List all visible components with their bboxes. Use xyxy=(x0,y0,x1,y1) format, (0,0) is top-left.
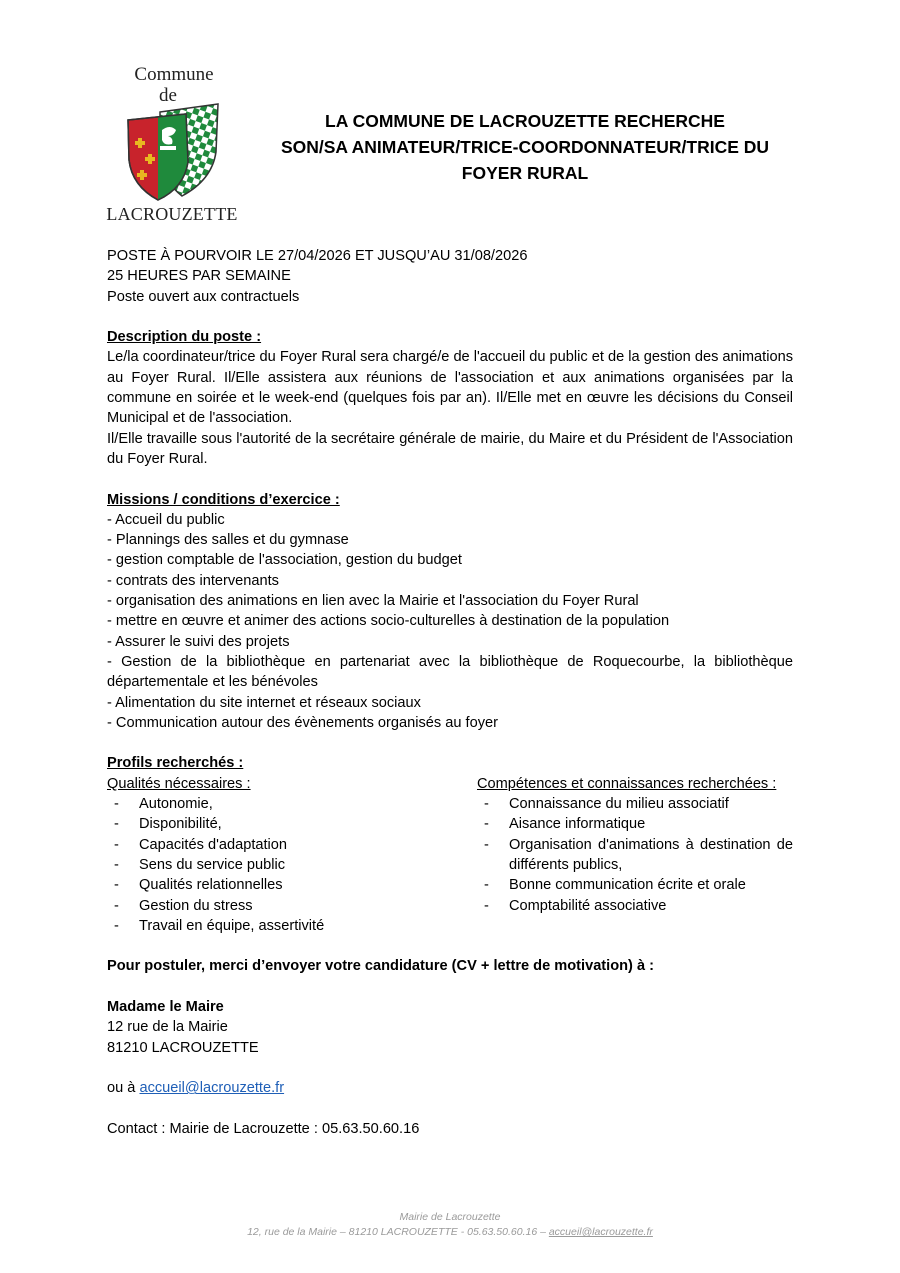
description-heading: Description du poste : xyxy=(107,329,262,346)
logo-text-de: de xyxy=(159,85,177,106)
coat-of-arms-icon xyxy=(126,102,222,202)
recipient-street: 12 rue de la Mairie xyxy=(107,1019,228,1036)
title-line-1: LA COMMUNE DE LACROUZETTE RECHERCHE xyxy=(325,111,725,131)
bullet: - xyxy=(484,796,489,813)
list-item: - gestion comptable de l'association, gestion du budget xyxy=(107,552,462,569)
bullet: - xyxy=(114,796,119,813)
list-item: - contrats des intervenants xyxy=(107,572,279,589)
bullet: - xyxy=(484,897,489,914)
list-item xyxy=(107,794,477,814)
list-item-text: Qualités relationnelles xyxy=(139,877,283,894)
logo-text-lacrouzette: LACROUZETTE xyxy=(106,204,238,224)
list-item xyxy=(107,896,477,916)
list-item: - mettre en œuvre et animer des actions socio-culturelles à destination de la population xyxy=(107,613,670,630)
logo-text-commune: Commune xyxy=(134,64,214,85)
list-item xyxy=(477,896,793,916)
list-item: - Plannings des salles et du gymnase xyxy=(107,532,349,549)
list-item: - Gestion de la bibliothèque en partenariat avec la bibliothèque de Roquecourbe, la bibliothèque départementale et les bénévoles xyxy=(107,653,793,691)
competences-heading: Compétences et connaissances recherchées : xyxy=(477,775,777,792)
list-item xyxy=(477,814,793,834)
profils-heading: Profils recherchés : xyxy=(107,755,244,772)
list-item xyxy=(107,875,477,895)
list-item-text: Travail en équipe, assertivité xyxy=(139,917,325,934)
list-item: - organisation des animations en lien avec la Mairie et l'association du Foyer Rural xyxy=(107,593,639,610)
bullet: - xyxy=(114,877,119,894)
qualites-column xyxy=(107,774,477,936)
list-item xyxy=(477,835,793,876)
missions-list xyxy=(107,510,793,733)
email-line xyxy=(107,1078,793,1098)
list-item xyxy=(107,855,477,875)
intro-hours: 25 HEURES PAR SEMAINE xyxy=(107,268,291,285)
bullet: - xyxy=(114,897,119,914)
recipient-city: 81210 LACROUZETTE xyxy=(107,1039,259,1056)
bullet: - xyxy=(114,856,119,873)
list-item-text: Capacités d'adaptation xyxy=(139,836,288,853)
apply-instructions: Pour postuler, merci d’envoyer votre candidature (CV + lettre de motivation) à : xyxy=(107,958,654,975)
list-item-text: Comptabilité associative xyxy=(509,897,667,914)
list-item: - Assurer le suivi des projets xyxy=(107,633,290,650)
title-line-2: SON/SA ANIMATEUR/TRICE-COORDONNATEUR/TRICE DU xyxy=(280,137,770,157)
list-item xyxy=(107,835,477,855)
profils-columns xyxy=(107,774,793,936)
list-item-text: Organisation d'animations à destination de différents publics, xyxy=(509,836,793,873)
bullet: - xyxy=(484,816,489,833)
bullet: - xyxy=(484,877,489,894)
contact-line: Contact : Mairie de Lacrouzette : 05.63.50.60.16 xyxy=(107,1120,420,1137)
email-prefix: ou à xyxy=(107,1080,140,1097)
list-item-text: Connaissance du milieu associatif xyxy=(509,796,729,813)
list-item-text: Bonne communication écrite et orale xyxy=(509,877,746,894)
commune-logo xyxy=(104,64,244,229)
bullet: - xyxy=(114,816,119,833)
recipient-name: Madame le Maire xyxy=(107,998,224,1015)
footer-email-link[interactable]: accueil@lacrouzette.fr xyxy=(548,1226,653,1238)
list-item xyxy=(477,875,793,895)
description-paragraph-1: Le/la coordinateur/trice du Foyer Rural sera chargé/e de l'accueil du public et de la gestion des animations au Foyer Rural. Il/Elle assistera aux réunions de l'association et aux animations organisées par la commune en soirée et le week-end (quelques fois par an). Il/Elle met en œuvre les décisions du Conseil Municipal et de l'association. xyxy=(107,349,793,427)
document-body xyxy=(107,246,793,1139)
title-line-3: FOYER RURAL xyxy=(461,163,589,183)
list-item-text: Sens du service public xyxy=(139,856,286,873)
page-footer xyxy=(0,1210,900,1240)
qualites-heading: Qualités nécessaires : xyxy=(107,775,251,792)
intro-contract: Poste ouvert aux contractuels xyxy=(107,288,300,305)
footer-address: 12, rue de la Mairie – 81210 LACROUZETTE - 05.63.50.60.16 – xyxy=(247,1226,549,1238)
competences-column xyxy=(477,774,793,936)
list-item-text: Gestion du stress xyxy=(139,897,253,914)
description-paragraph-2: Il/Elle travaille sous l'autorité de la secrétaire générale de mairie, du Maire et du Président de l'Association du Foyer Rural. xyxy=(107,430,793,467)
list-item-text: Aisance informatique xyxy=(509,816,646,833)
list-item: - Communication autour des évènements organisés au foyer xyxy=(107,714,498,731)
list-item-text: Disponibilité, xyxy=(139,816,222,833)
page-title xyxy=(255,108,795,186)
bullet: - xyxy=(484,836,489,853)
list-item: - Alimentation du site internet et réseaux sociaux xyxy=(107,694,421,711)
intro-date: POSTE À POURVOIR LE 27/04/2026 ET JUSQU’AU 31/08/2026 xyxy=(107,248,528,264)
footer-line-1: Mairie de Lacrouzette xyxy=(399,1211,501,1223)
list-item: - Accueil du public xyxy=(107,511,225,528)
missions-heading: Missions / conditions d’exercice : xyxy=(107,491,340,508)
footer-line-2 xyxy=(0,1225,900,1240)
bullet: - xyxy=(114,917,119,934)
list-item xyxy=(107,916,477,936)
email-link[interactable]: accueil@lacrouzette.fr xyxy=(139,1080,285,1097)
bullet: - xyxy=(114,836,119,853)
list-item xyxy=(107,814,477,834)
list-item xyxy=(477,794,793,814)
list-item-text: Autonomie, xyxy=(139,796,213,813)
